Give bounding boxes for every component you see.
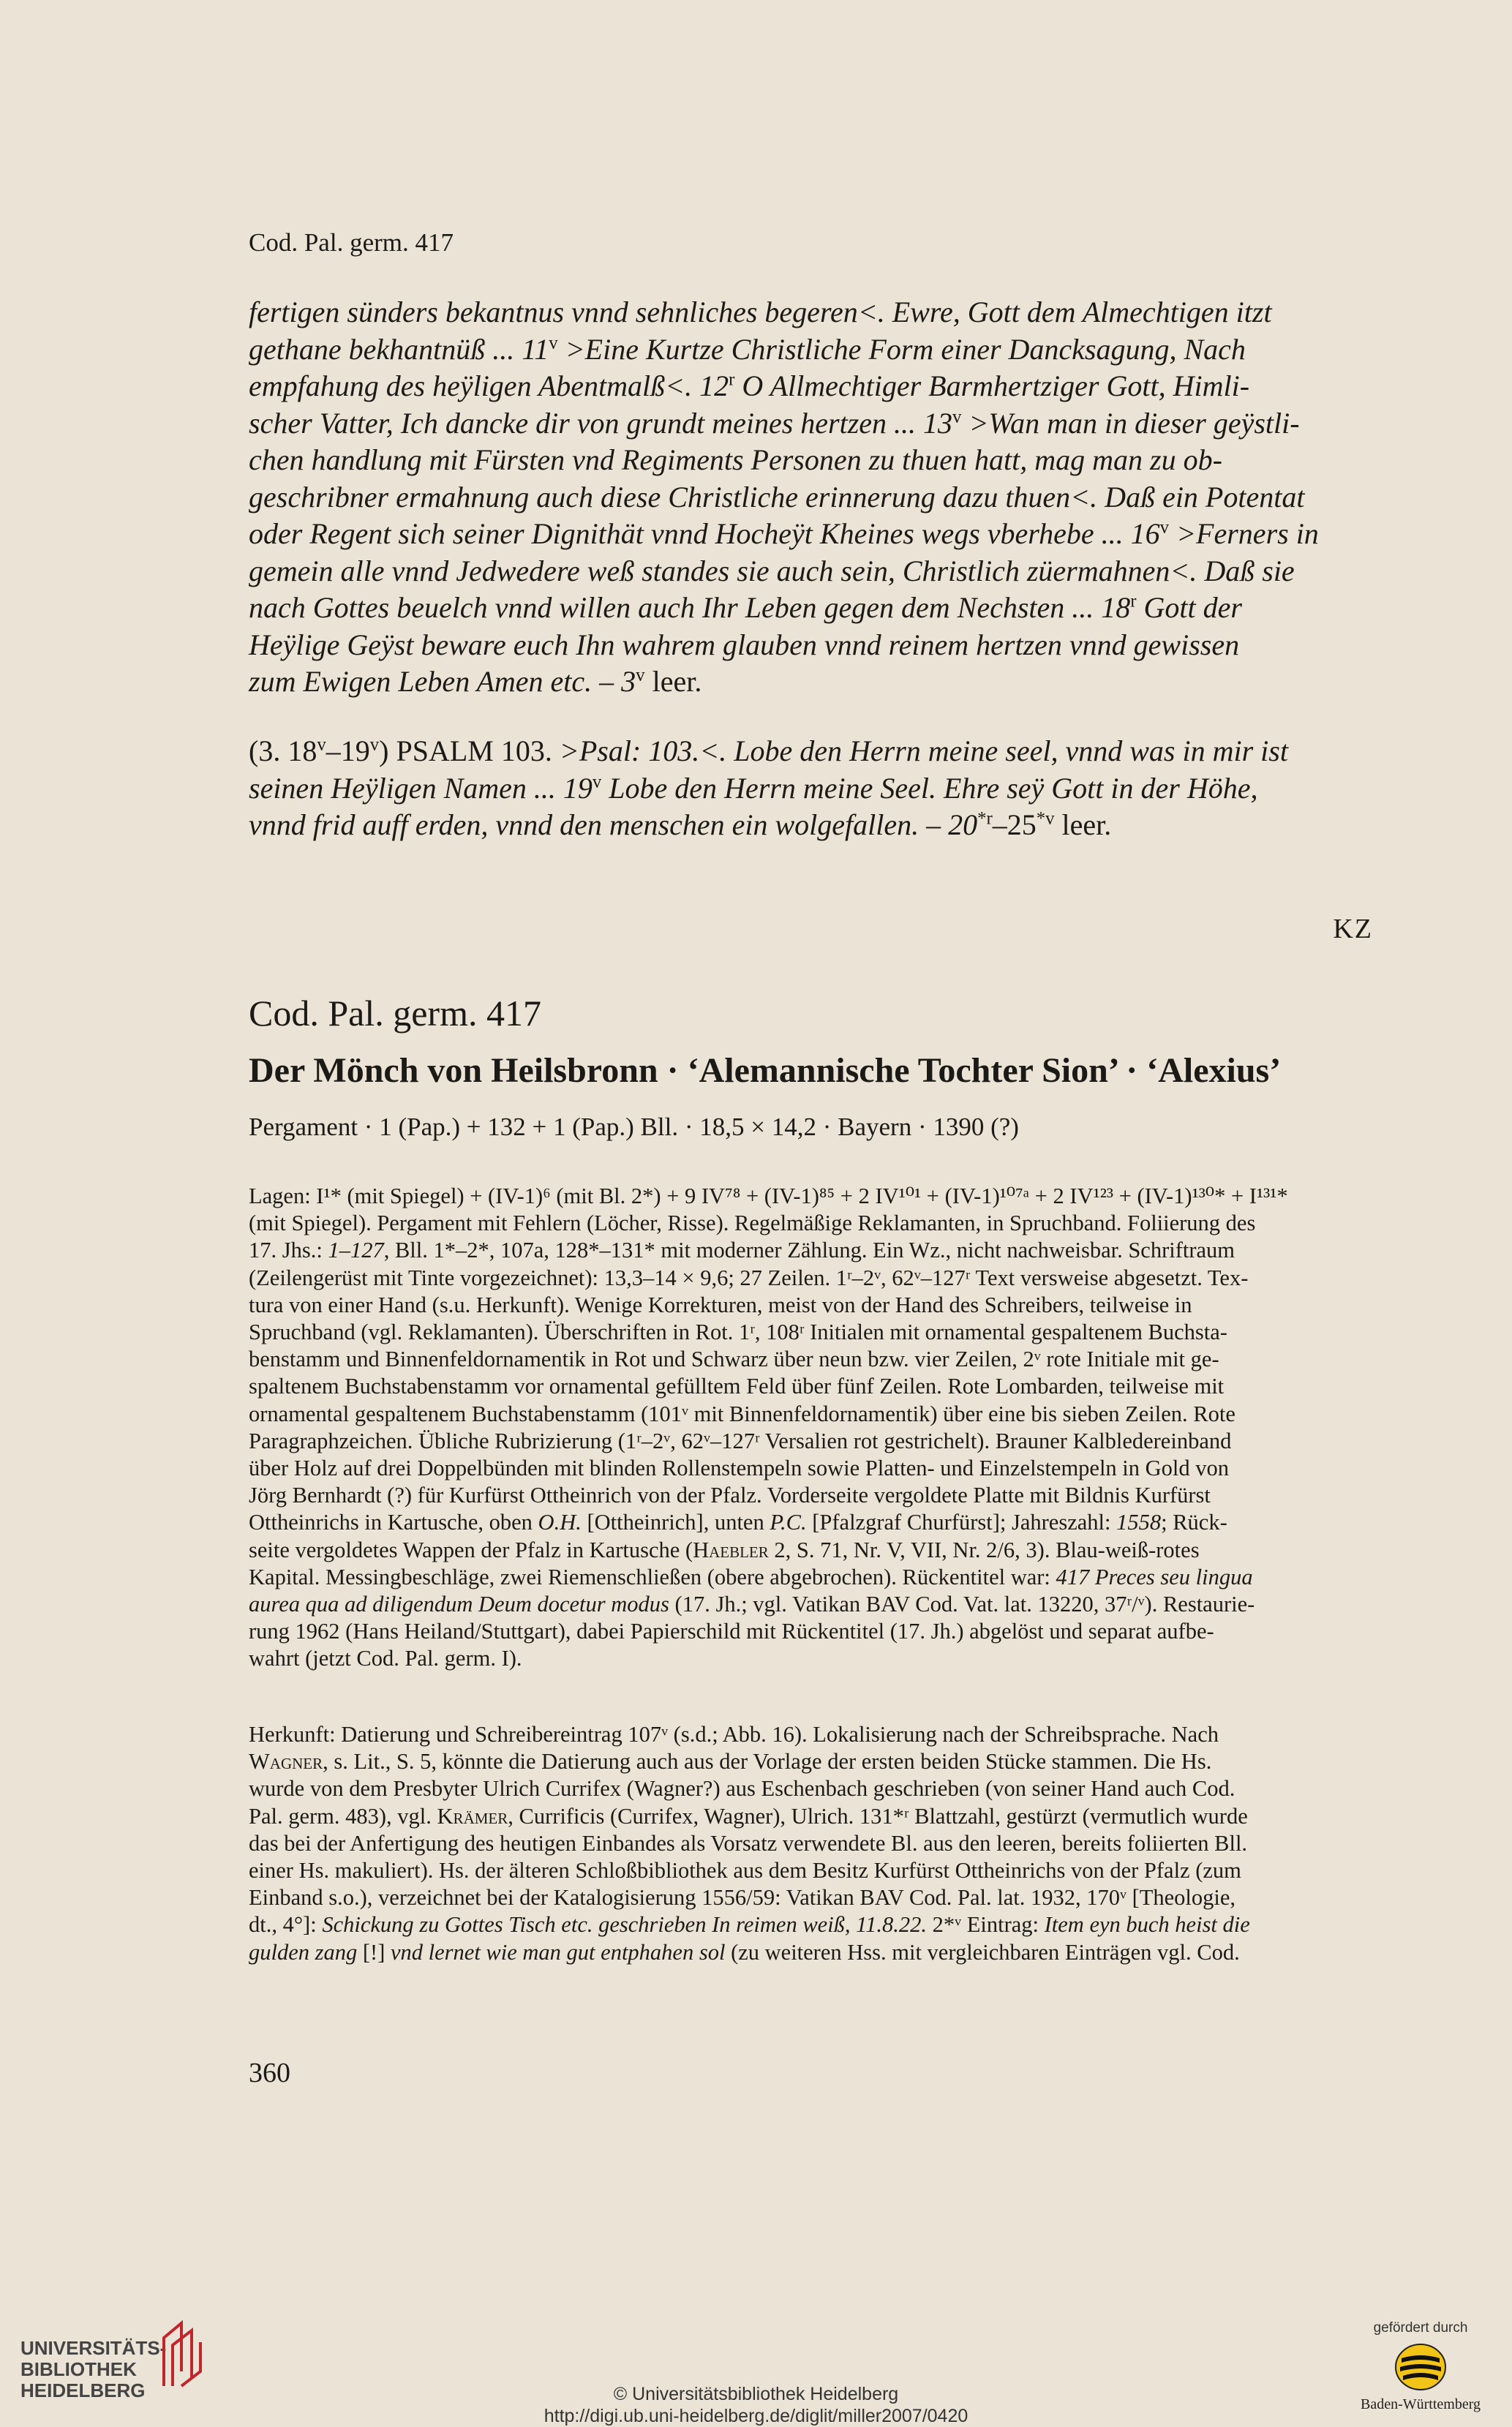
running-head: Cod. Pal. germ. 417 [249, 228, 454, 257]
text-line: geschribner ermahnung auch diese Christliche erinnerung dazu thuen<. Daß ein Potentat [249, 480, 1305, 513]
text-line: benstamm und Binnenfeldornamentik in Rot und Schwarz über neun bzw. vier Zeilen, 2ᵛ rote Initiale mit ge- [249, 1347, 1219, 1372]
text-line: vnnd frid auff erden, vnnd den menschen ein wolgefallen. – 20$^{*r}$–25$^{*v}$ leer. [249, 808, 1112, 841]
text-line: Einband s.o.), verzeichnet bei der Katalogisierung 1556/59: Vatikan BAV Cod. Pal. lat. 1932, 170ᵛ [Theologie, [249, 1885, 1236, 1911]
text-line: Herkunft: Datierung und Schreibereintrag 107ᵛ (s.d.; Abb. 16). Lokalisierung nach der Schreibsprache. Nach [249, 1722, 1219, 1747]
library-logo-icon [159, 2320, 205, 2388]
library-name-line: HEIDELBERG [20, 2379, 146, 2401]
text-line: zum Ewigen Leben Amen etc. – 3$^v$ leer. [249, 665, 702, 698]
herkunft-paragraph [249, 1721, 1373, 1966]
text-line: empfahung des heÿligen Abentmalß<. 12$^r$ O Allmechtiger Barmhertziger Gott, Himli- [249, 369, 1250, 402]
text-line: 17. Jhs.: 1–127, Bll. 1*–2*, 107a, 128*–131* mit moderner Zählung. Ein Wz., nicht nachweisbar. Schriftraum [249, 1238, 1235, 1263]
state-name: Baden-Württemberg [1360, 2396, 1481, 2412]
text-line: scher Vatter, Ich dancke dir von grundt meines hertzen ... $13^v >Wan$ man in dieser geÿstli- [249, 406, 1300, 440]
entry-signature: Cod. Pal. germ. 417 [249, 993, 541, 1034]
source-url-link[interactable]: http://digi.ub.uni-heidelberg.de/diglit/miller2007/0420 [544, 2406, 968, 2426]
text-line: Jörg Bernhardt (?) für Kurfürst Ottheinrich von der Pfalz. Vorderseite vergoldete Platte mit Bildnis Kurfürst [249, 1483, 1211, 1508]
text-line: wurde von dem Presbyter Ulrich Currifex (Wagner?) aus Eschenbach geschrieben (von seiner Hand auch Cod. [249, 1776, 1235, 1802]
text-line: Paragraphzeichen. Übliche Rubrizierung (1ʳ–2ᵛ, 62ᵛ–127ʳ Versalien rot gestrichelt). Brauner Kalbledereinband [249, 1428, 1232, 1453]
text-line: (3. 18$^v$–19$^v$) PSALM 103. >Psal: 103.<. Lobe den Herrn meine seel, vnnd was in mir ist [249, 734, 1288, 767]
text-line: tura von einer Hand (s.u. Herkunft). Wenige Korrekturen, meist von der Hand des Schreibers, teilweise in [249, 1292, 1192, 1317]
text-line: (mit Spiegel). Pergament mit Fehlern (Löcher, Risse). Regelmäßige Reklamanten, in Spruchband. Foliierung des [249, 1211, 1256, 1236]
text-line: dt., 4°]: Schickung zu Gottes Tisch etc. geschrieben In reimen weiß, 11.8.22. 2*ᵛ Eintrag: Item eyn buch heist die [249, 1912, 1250, 1938]
text-line: über Holz auf drei Doppelbünden mit blinden Rollenstempeln sowie Platten- und Einzelstempeln in Gold von [249, 1456, 1230, 1481]
entry-meta: Pergament · 1 (Pap.) + 132 + 1 (Pap.) Bll. · 18,5 × 14,2 · Bayern · 1390 (?) [249, 1113, 1019, 1141]
library-name-line: BIBLIOTHEK [20, 2358, 137, 2380]
text-line: aurea qua ad diligendum Deum docetur modus (17. Jh.; vgl. Vatikan BAV Cod. Vat. lat. 13220, 37ʳ/ᵛ). Restaurie- [249, 1592, 1255, 1617]
text-line: Heÿlige Geÿst beware euch Ihn wahrem glauben vnnd reinem hertzen vnnd gewissen [249, 628, 1240, 661]
funding-notice [1358, 2320, 1483, 2413]
text-line: seinen Heÿligen Namen ... 19$^v$ Lobe den Herrn meine Seel. Ehre seÿ Gott in der Höhe, [249, 771, 1258, 805]
previous-entry-paragraph [249, 294, 1373, 701]
text-line: einer Hs. makuliert). Hs. der älteren Schloßbibliothek aus dem Besitz Kurfürst Ottheinrichs von der Pfalz (zum [249, 1858, 1241, 1884]
text-line: fertigen sünders bekantnus vnnd sehnliches begeren<. Ewre, Gott dem Almechtigen itzt [249, 296, 1272, 328]
text-line: ornamental gespaltenem Buchstabenstamm (101ᵛ mit Binnenfeldornamentik) über eine bis sieben Zeilen. Rote [249, 1401, 1235, 1426]
text-line: Kapital. Messingbeschläge, zwei Riemenschließen (obere abgebrochen). Rückentitel war: 417 Preces seu lingua [249, 1564, 1253, 1589]
text-line: Spruchband (vgl. Reklamanten). Überschriften in Rot. 1ʳ, 108ʳ Initialen mit ornamental gespaltenem Buchsta- [249, 1320, 1227, 1345]
text-line: wahrt (jetzt Cod. Pal. germ. I). [249, 1646, 522, 1671]
entry-title: Der Mönch von Heilsbronn · ‘Alemannische Tochter Sion’ · ‘Alexius’ [249, 1051, 1282, 1090]
text-line: nach Gottes beuelch vnnd willen auch Ihr Leben gegen dem Nechsten ... 18$^r$ Gott der [249, 591, 1242, 624]
page-number: 360 [249, 2058, 290, 2088]
text-line: (Zeilengerüst mit Tinte vorgezeichnet): 13,3–14 × 9,6; 27 Zeilen. 1ʳ–2ᵛ, 62ᵛ–127ʳ Text versweise abgesetzt. Tex- [249, 1265, 1249, 1290]
text-line: Ottheinrichs in Kartusche, oben O.H. [Ottheinrich], unten P.C. [Pfalzgraf Churfürst]; Jahreszahl: 1558; Rück- [249, 1510, 1227, 1535]
footer-credits [0, 2383, 1512, 2427]
text-line: rung 1962 (Hans Heiland/Stuttgart), dabei Papierschild mit Rückentitel (17. Jh.) abgelöst und separat aufbe- [249, 1619, 1214, 1644]
psalm-paragraph [249, 733, 1373, 844]
text-line: gulden zang [!] vnd lernet wie man gut entphahen sol (zu weiteren Hss. mit vergleichbaren Einträgen vgl. Cod. [249, 1939, 1240, 1965]
text-line: gemein alle vnnd Jedwedere weß standes sie auch sein, Christlich züermahnen<. Daß sie [249, 554, 1295, 587]
text-line: Pal. germ. 483), vgl. Krämer, Currificis (Currifex, Wagner), Ulrich. 131*ʳ Blattzahl, gestürzt (vermutlich wurde [249, 1803, 1248, 1829]
text-line: das bei der Anfertigung des heutigen Einbandes als Vorsatz verwendete Bl. aus den leeren, bereits foliierten Bll. [249, 1830, 1248, 1856]
text-line: chen handlung mit Fürsten vnd Regiments Personen zu thuen hatt, mag man zu ob- [249, 443, 1222, 476]
text-line: oder Regent sich seiner Dignithät vnnd Hocheÿt Kheines wegs vberhebe ... $16^v$ >Ferners in [249, 517, 1319, 550]
text-line: gethane bekhantnüß ... $11^v$ >Eine Kurtze Christliche Form einer Dancksagung, Nach [249, 332, 1246, 366]
author-initials: KZ [1333, 914, 1373, 944]
state-crest-icon [1394, 2342, 1447, 2392]
library-name-line: UNIVERSITÄTS- [20, 2337, 167, 2359]
text-line: Lagen: I¹* (mit Spiegel) + (IV-1)⁶ (mit Bl. 2*) + 9 IV⁷⁸ + (IV-1)⁸⁵ + 2 IV¹⁰¹ + (IV-1)¹⁰⁷ᵃ + 2 IV¹²³ + (IV-1)¹³⁰* + I¹³¹* [249, 1184, 1288, 1208]
text-line: Wagner, s. Lit., S. 5, könnte die Datierung auch aus der Vorlage der ersten beiden Stücke stammen. Die Hs. [249, 1749, 1212, 1775]
text-line: seite vergoldetes Wappen der Pfalz in Kartusche (Haebler 2, S. 71, Nr. V, VII, Nr. 2/6, 3). Blau-weiß-rotes [249, 1537, 1200, 1562]
copyright-text: © Universitätsbibliothek Heidelberg [613, 2384, 899, 2404]
lagen-paragraph [249, 1183, 1373, 1673]
funded-by-label: gefördert durch [1373, 2320, 1468, 2336]
text-line: spaltenem Buchstabenstamm vor ornamental gefülltem Feld über fünf Zeilen. Rote Lombarden, teilweise mit [249, 1374, 1225, 1399]
